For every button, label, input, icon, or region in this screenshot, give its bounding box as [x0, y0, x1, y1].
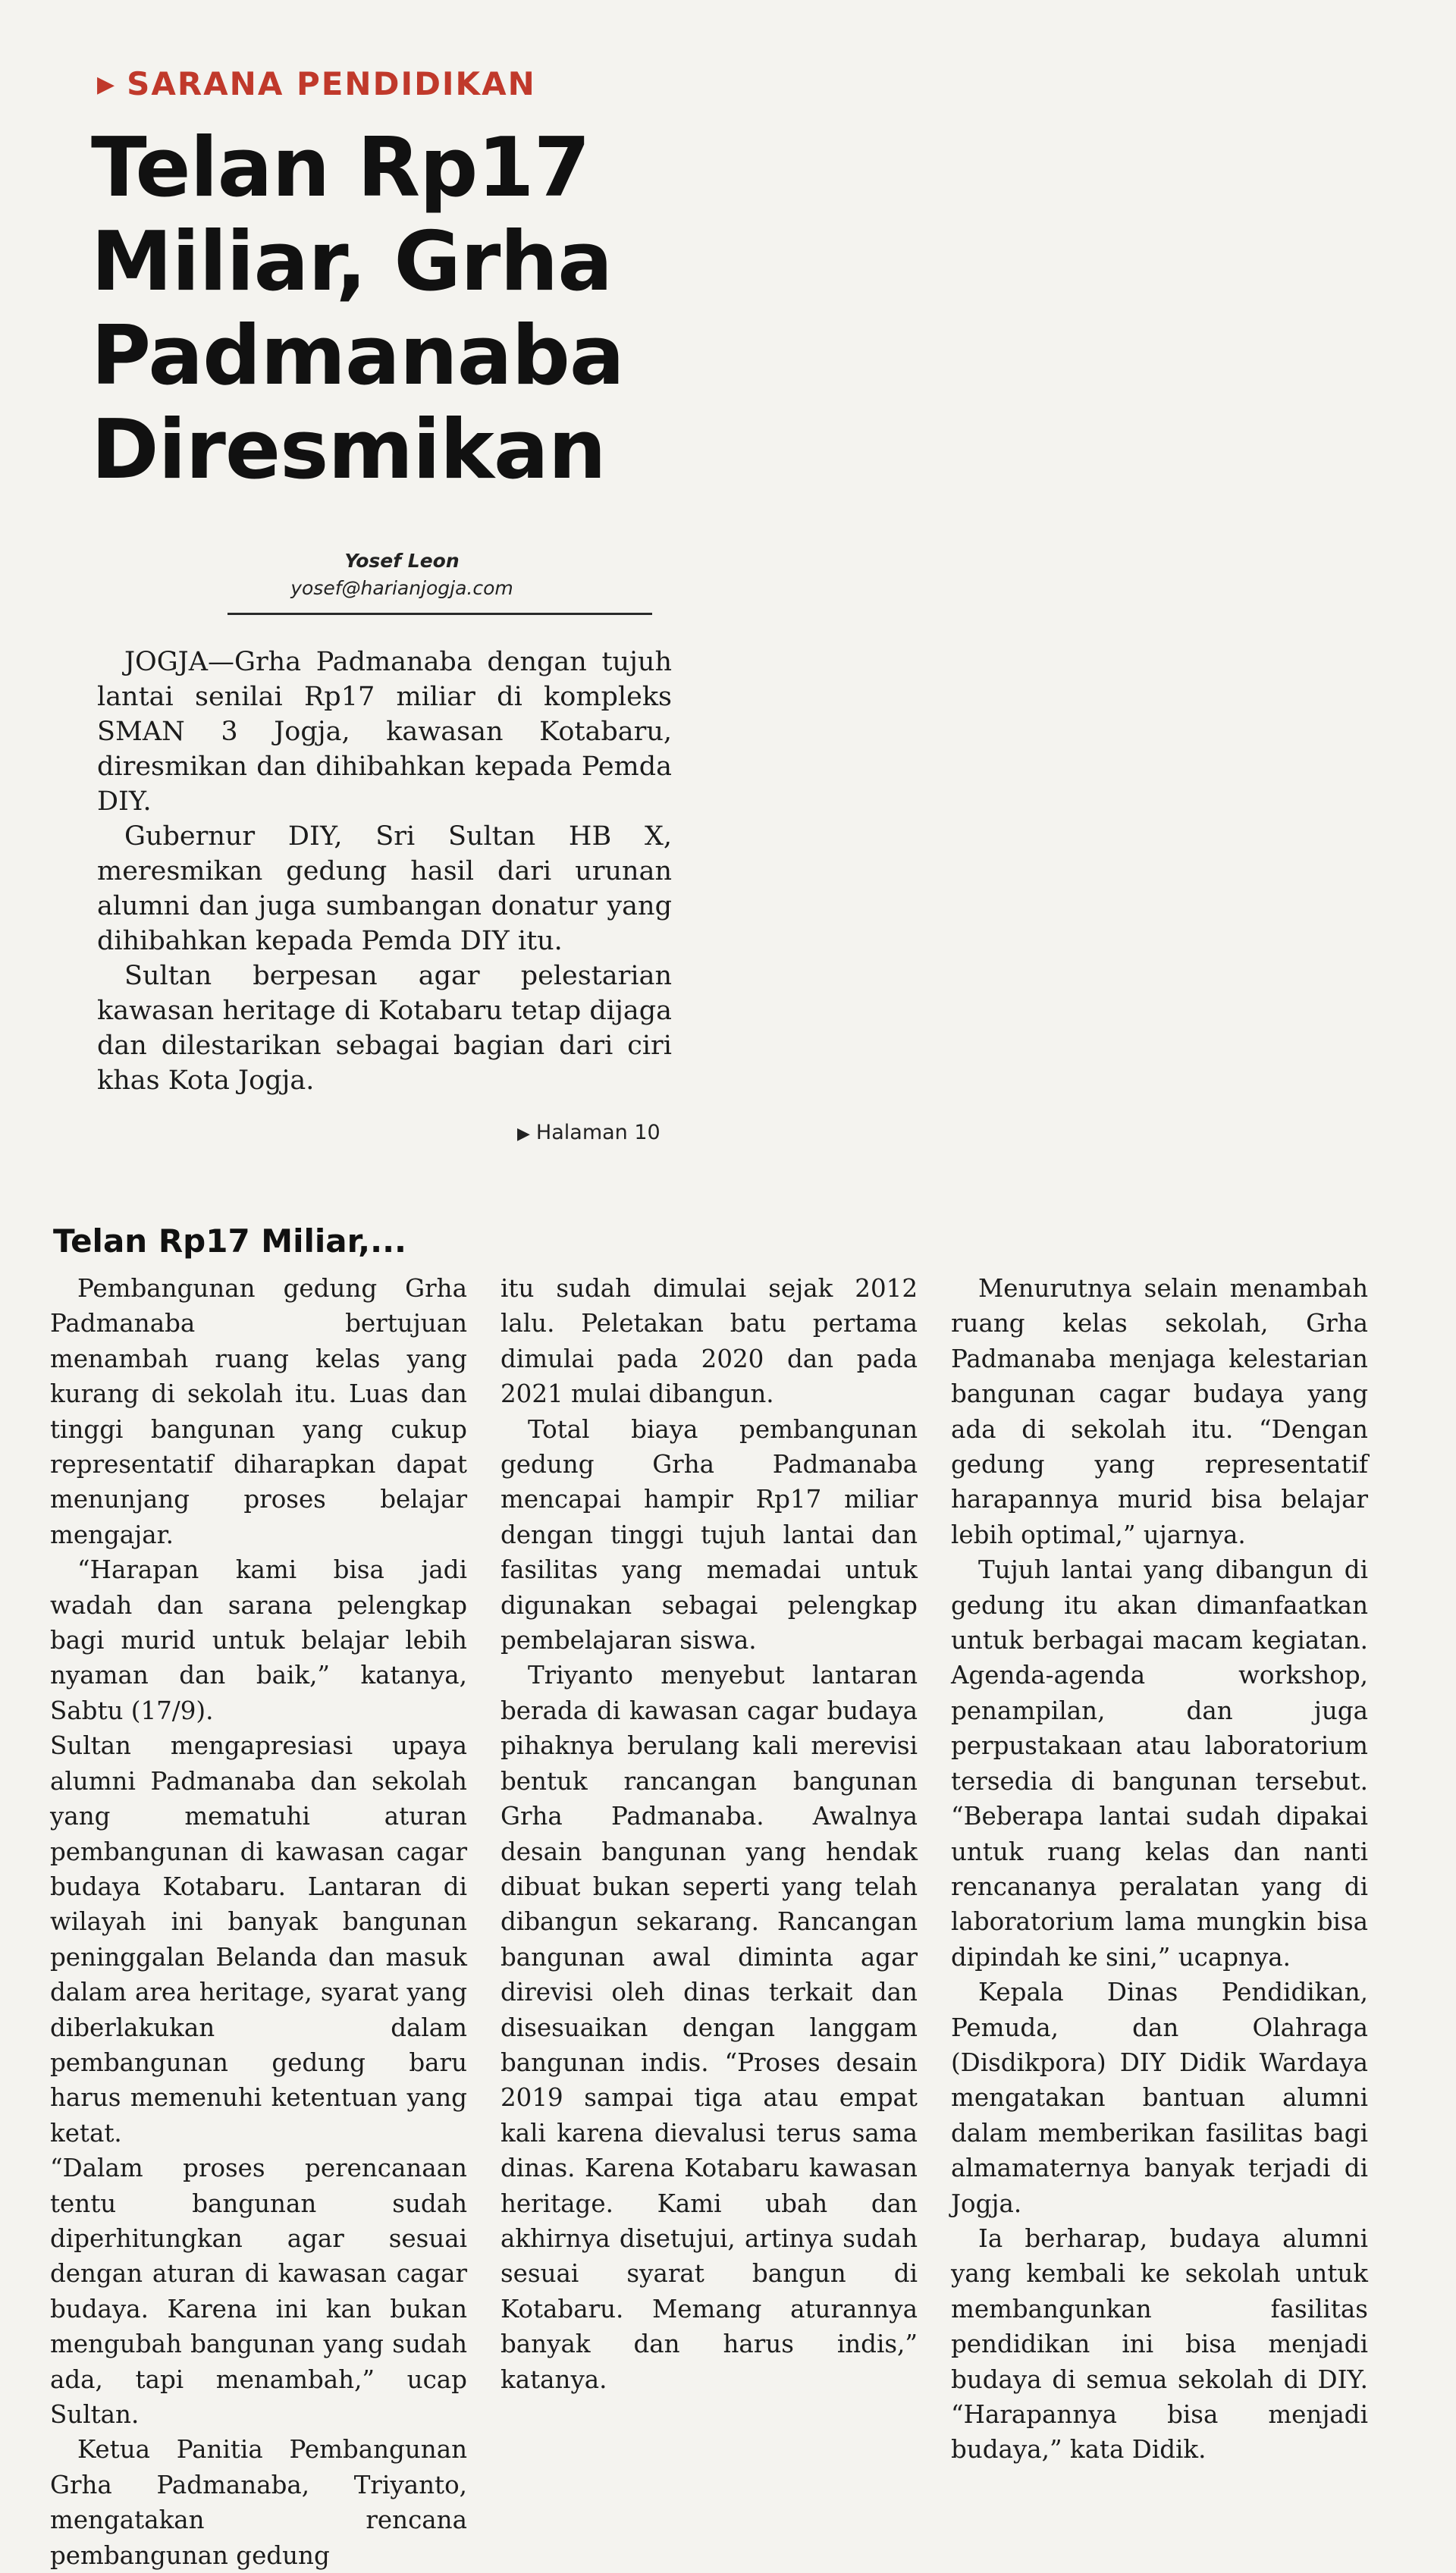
page-jump — [517, 1121, 661, 1144]
author-name: Yosef Leon — [344, 550, 460, 572]
continuation-title: Telan Rp17 Miliar,... — [53, 1222, 406, 1260]
byline — [228, 548, 576, 602]
section-kicker — [97, 65, 536, 102]
paragraph: Pembangunan gedung Grha Padmanaba bertujuan menambah ruang kelas yang kurang di sekolah itu. Luas dan tinggi bangunan yang cukup representatif diharapkan dapat menunjang proses belajar mengajar. — [50, 1274, 467, 1549]
paragraph: Total biaya pembangunan gedung Grha Padmanaba mencapai hampir Rp17 miliar dengan tinggi tujuh lantai dan fasilitas yang memadai untuk digunakan sebagai pelengkap pembelajaran siswa. — [500, 1414, 918, 1655]
headline-line: Diresmikan — [91, 403, 606, 497]
paragraph: Menurutnya selain menambah ruang kelas sekolah, Grha Padmanaba menjaga kelestarian bangunan cagar budaya yang ada di sekolah itu. “Dengan gedung yang representatif harapannya murid bisa belajar lebih optimal,” ujarnya. — [951, 1274, 1368, 1549]
paragraph: Sultan mengapresiasi upaya alumni Padmanaba dan sekolah yang mematuhi aturan pembangunan di kawasan cagar budaya Kotabaru. Lantaran di wilayah ini banyak bangunan peninggalan Belanda dan masuk dalam area heritage, syarat yang diberlakukan dalam pembangunan gedung baru harus memenuhi ketentuan yang ketat. — [50, 1731, 467, 2148]
paragraph: Ketua Panitia Pembangunan Grha Padmanaba, Triyanto, mengatakan rencana pembangunan gedung — [50, 2435, 467, 2570]
headline-line: Padmanaba — [91, 309, 624, 403]
intro-paragraph: Sultan berpesan agar pelestarian kawasan heritage di Kotabaru tetap dijaga dan dilestarikan sebagai bagian dari ciri khas Kota Jogja. — [97, 961, 672, 1096]
headline-line: Miliar, Grha — [91, 215, 613, 309]
headline — [91, 121, 667, 497]
article-column-3 — [951, 1271, 1368, 2468]
paragraph: “Dalam proses perencanaan tentu bangunan sudah diperhitungkan agar sesuai dengan aturan di kawasan cagar budaya. Karena ini kan bukan mengubah bangunan yang sudah ada, tapi menambah,” ucap Sultan. — [50, 2154, 467, 2429]
paragraph: Ia berharap, budaya alumni yang kembali ke sekolah untuk membangunkan fasilitas pendidikan ini bisa menjadi budaya di semua sekolah di DIY. “Harapannya bisa menjadi budaya,” kata Didik. — [951, 2223, 1368, 2465]
paragraph: Tujuh lantai yang dibangun di gedung itu akan dimanfaatkan untuk berbagai macam kegiatan. Agenda-agenda workshop, penampilan, dan juga perpustakaan atau laboratorium tersedia di bangunan tersebut. “Beberapa lantai sudah dipakai untuk ruang kelas dan nanti rencananya peralatan yang di laboratorium lama mungkin bisa dipindah ke sini,” ucapnya. — [951, 1555, 1368, 1972]
byline-divider — [228, 613, 652, 615]
intro-paragraph: Gubernur DIY, Sri Sultan HB X, meresmikan gedung hasil dari urunan alumni dan juga sumbangan donatur yang dihibahkan kepada Pemda DIY itu. — [97, 821, 672, 956]
author-email: yosef@harianjogja.com — [290, 577, 513, 599]
paragraph: “Harapan kami bisa jadi wadah dan sarana pelengkap bagi murid untuk belajar lebih nyaman dan baik,” katanya, Sabtu (17/9). — [50, 1555, 467, 1725]
intro-paragraph: JOGJA—Grha Padmanaba dengan tujuh lantai senilai Rp17 miliar di kompleks SMAN 3 Jogja, kawasan Kotabaru, diresmikan dan dihibahkan kepada Pemda DIY. — [97, 647, 672, 817]
article-column-1 — [50, 1271, 467, 2573]
paragraph: itu sudah dimulai sejak 2012 lalu. Peletakan batu pertama dimulai pada 2020 dan pada 2021 mulai dibangun. — [500, 1274, 918, 1409]
paragraph: Triyanto menyebut lantaran berada di kawasan cagar budaya pihaknya berulang kali merevisi bentuk rancangan bangunan Grha Padmanaba. Awalnya desain bangunan yang hendak dibuat bukan seperti yang telah dibangun sekarang. Rancangan bangunan awal diminta agar direvisi oleh dinas terkait dan disesuaikan dengan langgam bangunan indis. “Proses desain 2019 sampai tiga atau empat kali karena dievalusi terus sama dinas. Karena Kotabaru kawasan heritage. Kami ubah dan akhirnya disetujui, artinya sudah sesuai syarat bangun di Kotabaru. Memang aturannya banyak dan harus indis,” katanya. — [500, 1661, 918, 2394]
headline-line: Telan Rp17 — [91, 121, 590, 215]
kicker-label: SARANA PENDIDIKAN — [127, 65, 536, 102]
jump-arrow-icon: ▶ — [517, 1125, 530, 1144]
paragraph: Kepala Dinas Pendidikan, Pemuda, dan Olahraga (Disdikpora) DIY Didik Wardaya mengatakan bantuan alumni dalam memberikan fasilitas bagi almamaternya banyak terjadi di Jogja. — [951, 1978, 1368, 2218]
kicker-triangle-icon: ▶ — [97, 71, 117, 98]
article-column-2 — [500, 1271, 918, 2397]
intro-text — [97, 645, 672, 1098]
page-jump-label: Halaman 10 — [535, 1121, 661, 1144]
